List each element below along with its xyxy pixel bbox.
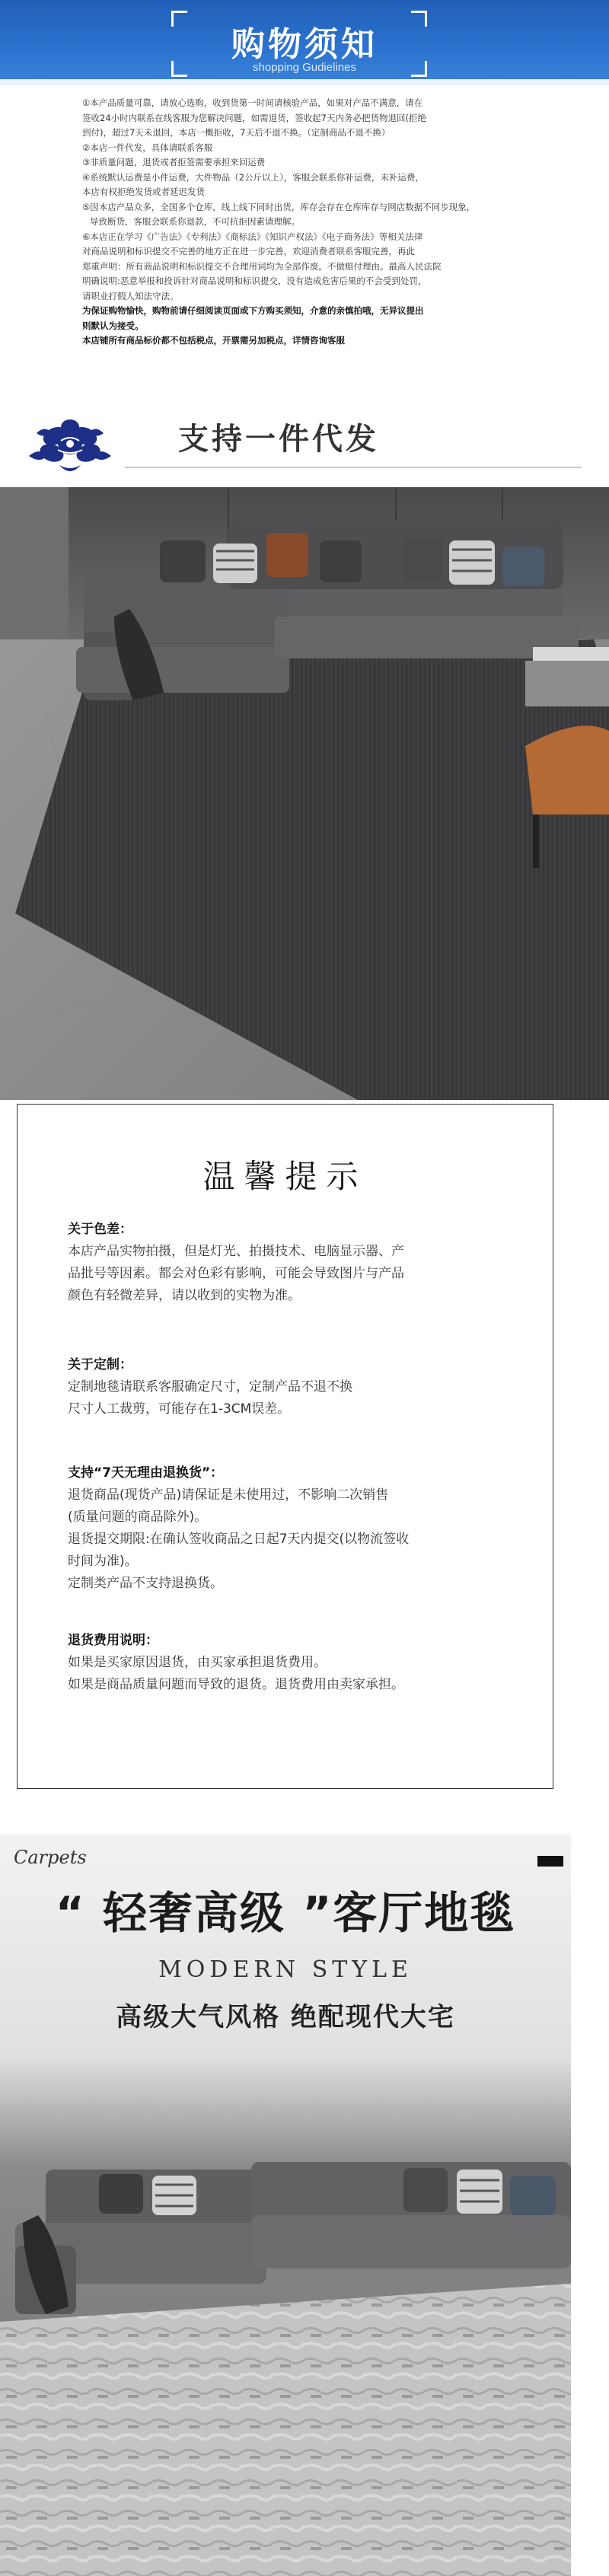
flower-ornament-icon	[21, 410, 119, 479]
notice-line: 导致断货，客服会联系你退款，不可抗拒因素请理解。	[90, 216, 300, 227]
notice-line: ②本店一件代发，具体请联系客服	[82, 142, 213, 153]
section-line: 时间为准)。	[68, 1554, 138, 1569]
notice-line: ③非质量问题，退货或者拒签需要承担来回运费	[82, 157, 266, 167]
section-line: 品批号等因素。都会对色彩有影响，可能会导致图片与产品	[68, 1266, 404, 1281]
promo-headline: “ 轻奢高级 ”客厅地毯	[55, 1887, 516, 1939]
notice-line-bold: 为保证购物愉快，购物前请仔细阅读页面或下方购买须知，介意的亲慎拍哦，无异议提出	[82, 305, 424, 316]
notice-line: ①本产品质量可靠，请放心选购，收到货第一时间请核验产品，如果对产品不满意，请在	[82, 97, 423, 108]
dropship-text: 支持一件代发	[178, 422, 379, 457]
warm-tips-title: 温馨提示	[202, 1158, 368, 1195]
section-line: 尺寸人工裁剪，可能存在1-3CM误差。	[68, 1401, 291, 1417]
notice-line-bold: 则默认为接受。	[82, 320, 144, 331]
promo-tagline: 高级大气风格 绝配现代大宅	[116, 2002, 455, 2032]
shopping-notices	[82, 96, 513, 349]
warm-tips-box	[17, 1104, 553, 1789]
section-line: 如果是商品质量问题而导致的退货。退货费用由卖家承担。	[68, 1677, 404, 1692]
section-line: 定制地毯请联系客服确定尺寸，定制产品不退不换	[68, 1379, 352, 1395]
section-line: 退货商品(现货产品)请保证是未使用过，不影响二次销售	[68, 1487, 389, 1503]
dropship-banner	[18, 407, 591, 480]
product-photo-light-rug	[0, 1835, 571, 2576]
notice-line: 对商品说明和标识提交不完善的地方正在进一步完善，欢迎消费者联系客服完善，再此	[82, 246, 415, 257]
dropship-underline	[125, 467, 582, 468]
shopping-guidelines-header	[0, 0, 609, 85]
header-divider	[0, 79, 609, 85]
black-tag-decoration	[537, 1856, 563, 1867]
section-line: 退货提交期限:在确认签收商品之日起7天内提交(以物流签收	[68, 1532, 410, 1547]
return-fee-section	[68, 1630, 525, 1696]
customization-section	[68, 1354, 525, 1420]
product-photo-dark-rug	[0, 487, 609, 1100]
notice-line: 本店有权拒绝发货或者延迟发货	[82, 187, 205, 197]
notice-line: 郑重声明：所有商品说明和标识提交不合理用词均为全部作废。不做赔付理由。最高人民法院	[82, 260, 442, 272]
header-subtitle: shopping Gudielines	[253, 61, 356, 74]
section-heading: 关于定制：	[68, 1357, 132, 1372]
section-line: 颜色有轻微差异，请以收到的实物为准。	[68, 1288, 301, 1303]
notice-line: ⑤因本店产品众多，全国多个仓库，线上线下同时出货，库存会存在仓库库存与网店数据不同步现象，	[82, 201, 476, 212]
notice-line-bold: 本店铺所有商品标价都不包括税点，开票需另加税点，详情咨询客服	[82, 335, 345, 346]
section-heading: 关于色差：	[68, 1222, 132, 1237]
color-difference-section	[68, 1219, 525, 1307]
section-line: 本店产品实物拍摄，但是灯光、拍摄技术、电脑显示器、产	[68, 1244, 404, 1259]
section-line: 如果是买家原因退货，由买家承担退货费用。	[68, 1655, 327, 1670]
living-room-scene-image	[0, 487, 609, 1100]
notice-line: 到付)，超过7天未退回，本店一概拒收，7天后不退不换。（定制商品不退不换）	[82, 127, 391, 138]
notice-line: 请职业打假人知法守法。	[82, 290, 179, 301]
header-title: 购物须知	[231, 25, 378, 64]
promo-style-label: MODERN STYLE	[158, 1956, 413, 1983]
section-line: 定制类产品不支持退换货。	[68, 1576, 223, 1591]
brand-logo-text: Carpets	[14, 1847, 87, 1868]
notice-line: 签收24小时内联系在线客服为您解决问题，如需退货，签收起7天内务必把货物退回(拒绝	[82, 112, 426, 123]
section-line: (质量问题的商品除外)。	[68, 1510, 208, 1525]
returns-section	[68, 1462, 525, 1595]
notice-line: 明确说明:恶意举报和投诉针对商品说明和标识提交，没有造成危害后果的不会受到处罚，	[82, 276, 427, 286]
section-heading: 退货费用说明：	[68, 1633, 158, 1648]
section-heading: 支持“7天无理由退换货”：	[68, 1465, 224, 1481]
notice-line: ⑥本店正在学习《广告法》《专利法》《商标法》《知识产权法》《电子商务法》等相关法律	[82, 231, 423, 242]
notice-line: ④系统默认运费是小件运费，大件物品（2公斤以上），客服会联系你补运费，未补运费，	[82, 171, 424, 183]
living-room-scene-image	[0, 1835, 571, 2576]
